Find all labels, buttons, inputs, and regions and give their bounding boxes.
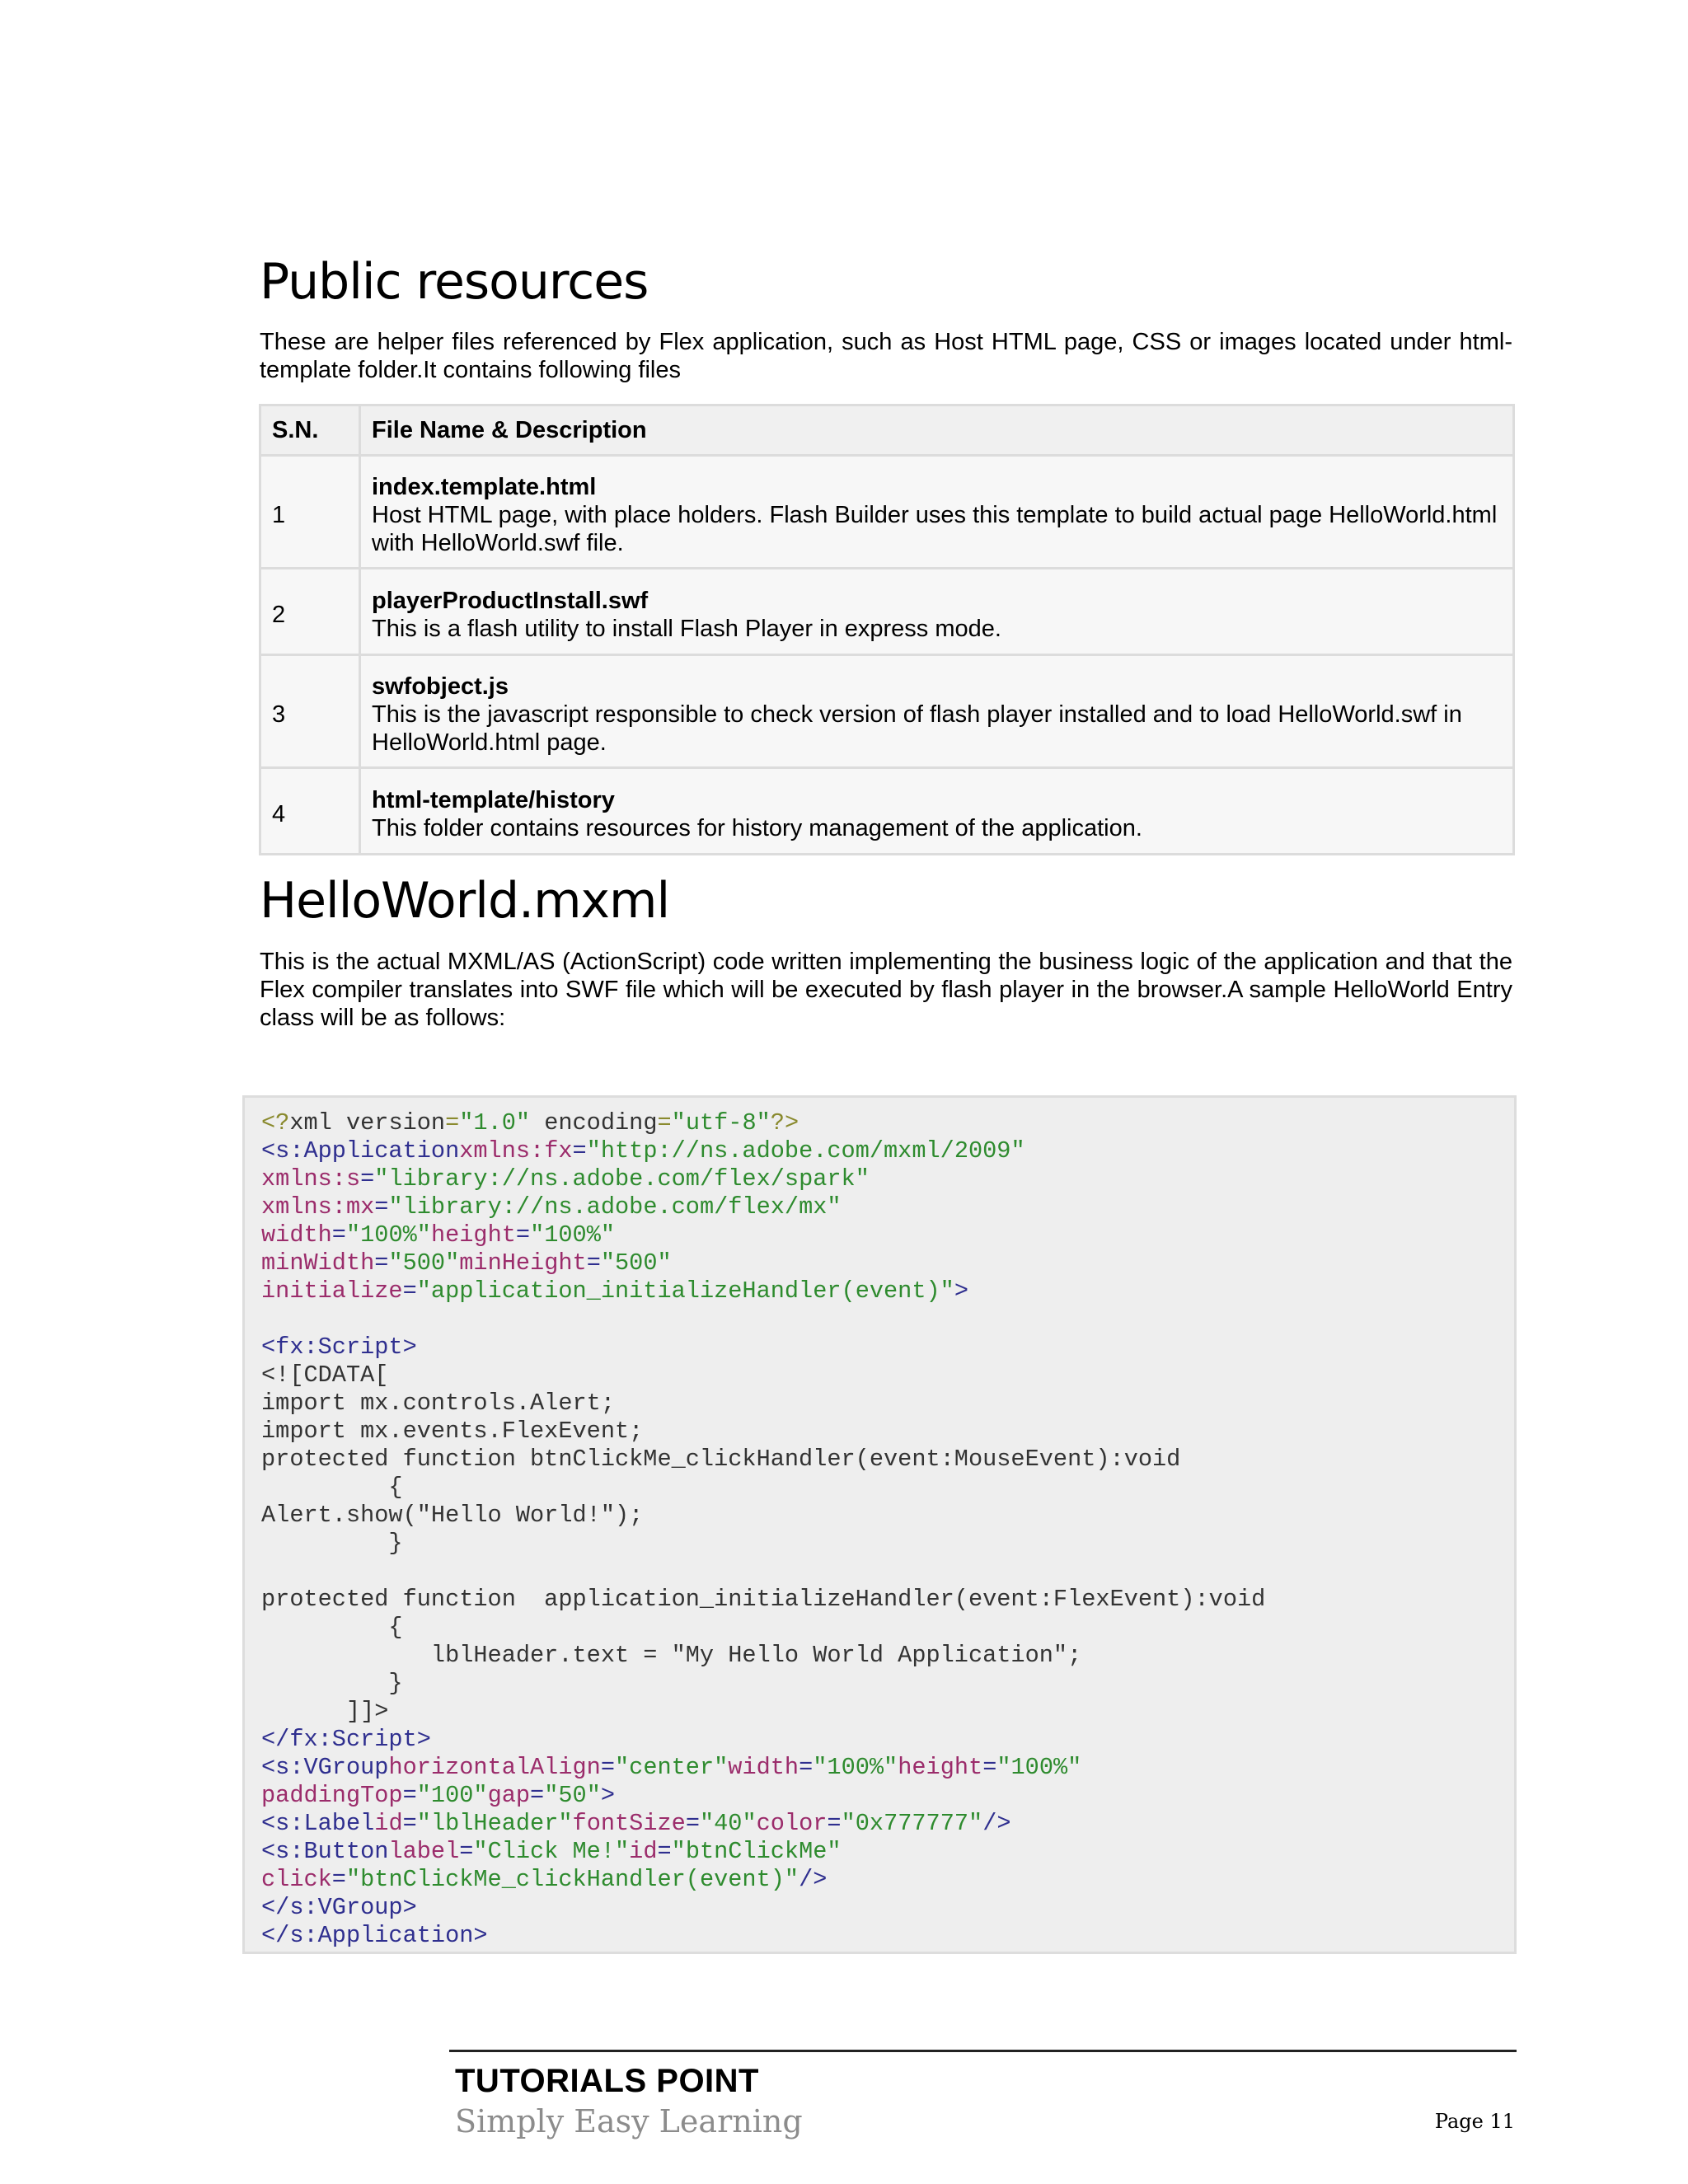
file-name: index.template.html	[372, 474, 597, 500]
code-token: "application_initializeHandler(event)"	[416, 1277, 954, 1305]
code-token: "40"	[699, 1810, 757, 1837]
code-token: >	[954, 1277, 968, 1305]
code-token: =	[982, 1754, 997, 1781]
code-token: fontSize	[572, 1810, 686, 1837]
code-line	[261, 1418, 643, 1445]
code-block	[242, 1095, 1517, 1954]
code-line	[261, 1165, 870, 1193]
code-line	[261, 1614, 403, 1641]
code-token: =	[657, 1838, 672, 1865]
code-line	[261, 1249, 672, 1277]
code-token: "Click Me!"	[473, 1838, 630, 1865]
code-line	[261, 1586, 1265, 1613]
code-token: <s:Label	[261, 1810, 375, 1837]
code-line	[261, 1838, 842, 1865]
code-token: width	[261, 1221, 332, 1249]
code-token: height	[430, 1221, 516, 1249]
code-line	[261, 1642, 1081, 1669]
code-line	[261, 1333, 417, 1361]
file-name: swfobject.js	[372, 673, 509, 700]
table-row	[260, 456, 1514, 569]
code-token: =	[515, 1221, 531, 1249]
code-token: minHeight	[459, 1249, 587, 1277]
code-token: gap	[487, 1782, 531, 1809]
code-token: ]]>	[261, 1698, 389, 1725]
code-token: encoding	[530, 1109, 658, 1137]
code-token: "100%"	[813, 1754, 898, 1781]
code-line	[261, 1109, 799, 1137]
code-token: <s:VGroup	[261, 1754, 389, 1781]
code-token: xmlns:mx	[261, 1193, 375, 1221]
code-token: initialize	[261, 1277, 403, 1305]
code-token: <![CDATA[	[261, 1361, 389, 1389]
code-token: horizontalAlign	[388, 1754, 601, 1781]
file-name: html-template/history	[372, 787, 615, 813]
table-row	[260, 569, 1514, 655]
code-token: "100%"	[530, 1221, 616, 1249]
code-line	[261, 1530, 403, 1557]
code-line	[261, 1502, 643, 1529]
code-line	[261, 1193, 842, 1221]
header-file-name-description: File Name & Description	[360, 405, 1514, 456]
code-token: =	[459, 1838, 474, 1865]
code-line	[261, 1446, 1180, 1473]
code-token: "http://ns.adobe.com/mxml/2009"	[586, 1137, 1025, 1165]
code-token: color	[756, 1810, 828, 1837]
code-token: ?>	[770, 1109, 799, 1137]
code-token: "lblHeader"	[416, 1810, 573, 1837]
row-sn: 1	[260, 456, 360, 569]
code-token: protected function btnClickMe_clickHandler(event:MouseEvent):void	[261, 1446, 1181, 1473]
row-content	[360, 569, 1514, 655]
code-token: <?	[261, 1109, 290, 1137]
footer-tagline: Simply Easy Learning	[455, 2103, 803, 2139]
code-token: =	[374, 1249, 389, 1277]
row-sn: 4	[260, 768, 360, 855]
code-line	[261, 1782, 615, 1809]
table-row	[260, 768, 1514, 855]
code-token: =	[331, 1866, 346, 1893]
code-token: "50"	[544, 1782, 601, 1809]
code-token: import mx.controls.Alert;	[261, 1390, 615, 1417]
code-line	[261, 1894, 417, 1921]
code-token: =	[827, 1810, 842, 1837]
code-token: "center"	[615, 1754, 729, 1781]
code-listing	[261, 1109, 1265, 1950]
code-token: {	[261, 1474, 403, 1501]
code-token: <fx:Script>	[261, 1333, 417, 1361]
code-token: "0x777777"	[841, 1810, 983, 1837]
code-token: =	[530, 1782, 545, 1809]
code-token: "500"	[388, 1249, 460, 1277]
code-token: "500"	[600, 1249, 672, 1277]
code-token: protected function application_initializeHandler(event:FlexEvent):void	[261, 1586, 1266, 1613]
code-token: =	[331, 1221, 346, 1249]
code-token: "btnClickMe"	[671, 1838, 842, 1865]
code-token: "utf-8"	[671, 1109, 771, 1137]
code-token: xmlns:fx	[459, 1137, 573, 1165]
code-token: xmlns:s	[261, 1165, 361, 1193]
code-line	[261, 1726, 431, 1753]
code-line	[261, 1670, 403, 1697]
footer-brand: TUTORIALS POINT	[455, 2063, 759, 2099]
code-line	[261, 1221, 615, 1249]
code-token: "library://ns.adobe.com/flex/spark"	[374, 1165, 870, 1193]
header-sn: S.N.	[260, 405, 360, 456]
code-token: <s:Application	[261, 1137, 460, 1165]
row-content	[360, 768, 1514, 855]
code-line	[261, 1922, 488, 1949]
code-token: lblHeader.text = "My Hello World Application";	[261, 1642, 1082, 1669]
code-line	[261, 1698, 388, 1725]
code-token: "100"	[416, 1782, 488, 1809]
code-token: import mx.events.FlexEvent;	[261, 1418, 644, 1445]
code-token: =	[657, 1109, 672, 1137]
code-token: >	[600, 1782, 616, 1809]
code-token: Alert.show("Hello World!");	[261, 1502, 644, 1529]
code-token: =	[445, 1109, 460, 1137]
code-token: =	[402, 1810, 417, 1837]
code-token: height	[898, 1754, 983, 1781]
section-heading-public-resources: Public resources	[260, 253, 649, 311]
code-token: label	[388, 1838, 460, 1865]
code-token: minWidth	[261, 1249, 375, 1277]
code-token: =	[799, 1754, 814, 1781]
code-token: </fx:Script>	[261, 1726, 431, 1753]
section-heading-helloworld-mxml: HelloWorld.mxml	[260, 872, 670, 930]
row-sn: 2	[260, 569, 360, 655]
code-token: =	[402, 1277, 417, 1305]
code-token: "1.0"	[459, 1109, 531, 1137]
code-token: id	[374, 1810, 403, 1837]
code-token: =	[374, 1193, 389, 1221]
helloworld-intro: This is the actual MXML/AS (ActionScript) code written implementing the business logic of the application and that the Flex compiler translates into SWF file which will be executed by flash player in the browser.A sample HelloWorld Entry class will be as follows:	[260, 949, 1512, 1031]
code-line	[261, 1390, 615, 1417]
code-token: "100%"	[996, 1754, 1082, 1781]
code-token: }	[261, 1530, 403, 1557]
code-token: }	[261, 1670, 403, 1697]
code-line	[261, 1277, 968, 1305]
row-sn: 3	[260, 655, 360, 768]
code-token: </s:Application>	[261, 1922, 488, 1949]
file-description: Host HTML page, with place holders. Flash Builder uses this template to build actual page HelloWorld.html with HelloWorld.swf file.	[372, 502, 1498, 556]
code-token: =	[600, 1754, 615, 1781]
code-token: "btnClickMe_clickHandler(event)"	[345, 1866, 799, 1893]
files-table	[259, 404, 1515, 855]
code-line	[261, 1137, 1025, 1165]
code-line	[261, 1866, 827, 1893]
file-name: playerProductInstall.swf	[372, 588, 649, 614]
code-token: paddingTop	[261, 1782, 403, 1809]
code-token: "100%"	[345, 1221, 431, 1249]
code-token: id	[629, 1838, 658, 1865]
code-token: =	[685, 1810, 700, 1837]
code-line	[261, 1361, 388, 1389]
code-token: </s:VGroup>	[261, 1894, 417, 1921]
code-token: "library://ns.adobe.com/flex/mx"	[388, 1193, 842, 1221]
code-line	[261, 1754, 1081, 1781]
file-description: This is a flash utility to install Flash Player in express mode.	[372, 616, 1001, 642]
code-token: =	[572, 1137, 587, 1165]
row-content	[360, 456, 1514, 569]
code-token: click	[261, 1866, 332, 1893]
code-token: <s:Button	[261, 1838, 389, 1865]
row-content	[360, 655, 1514, 768]
page-number: Page 11	[1434, 2110, 1515, 2133]
code-token: {	[261, 1614, 403, 1641]
footer-divider	[449, 2050, 1517, 2052]
code-token: width	[728, 1754, 799, 1781]
code-line	[261, 1810, 1011, 1837]
code-line	[261, 1474, 403, 1501]
table-header-row	[260, 405, 1514, 456]
code-token: =	[360, 1165, 375, 1193]
file-description: This is the javascript responsible to check version of flash player installed and to load HelloWorld.swf in HelloWorld.html page.	[372, 701, 1462, 756]
code-token: =	[586, 1249, 601, 1277]
file-description: This folder contains resources for history management of the application.	[372, 815, 1142, 841]
public-resources-intro: These are helper files referenced by Flex application, such as Host HTML page, CSS or images located under html-template folder.It contains following files	[260, 329, 1512, 383]
code-token: xml version	[289, 1109, 446, 1137]
code-token: =	[402, 1782, 417, 1809]
code-token: />	[982, 1810, 1011, 1837]
table-row	[260, 655, 1514, 768]
code-token: />	[799, 1866, 828, 1893]
